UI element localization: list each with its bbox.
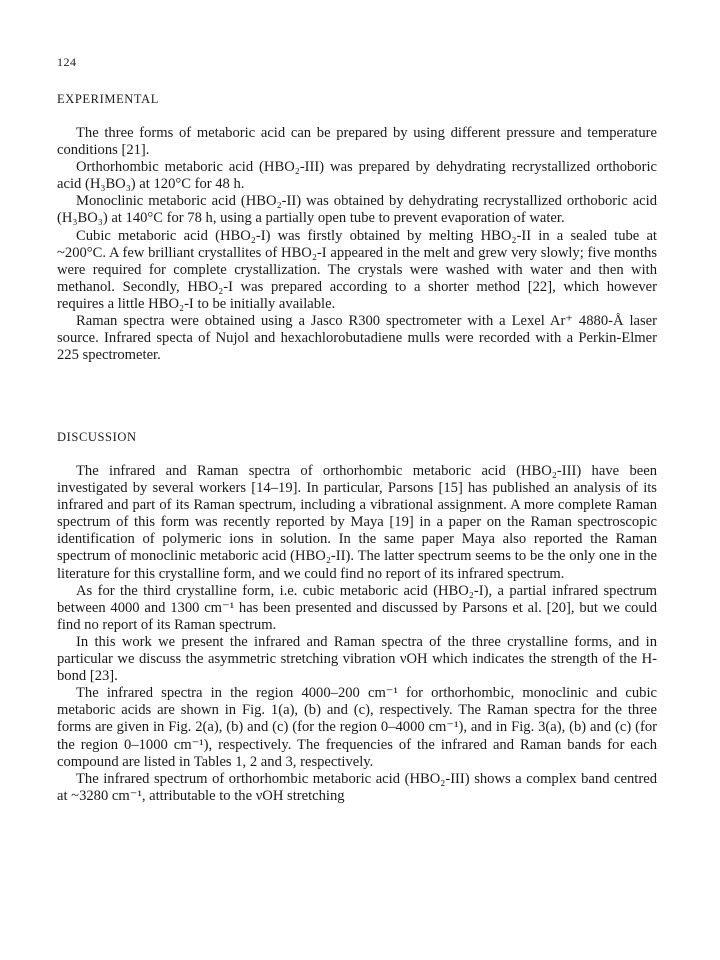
paragraph: Orthorhombic metaboric acid (HBO₂-III) was prepared by dehydrating recrystallized orthoboric acid (H₃BO₃) at 120°C for 48 h. — [57, 159, 657, 193]
paragraph: In this work we present the infrared and Raman spectra of the three crystalline forms, and in particular we discuss the asymmetric stretching vibration νOH which indicates the strength of the H-bond [23]. — [57, 633, 657, 685]
page-number: 124 — [57, 55, 77, 69]
discussion-section — [57, 463, 657, 805]
paragraph: The infrared and Raman spectra of orthorhombic metaboric acid (HBO₂-III) have been investigated by several workers [14–19]. In particular, Parsons [15] has published an analysis of its infrared and part of its Raman spectrum, including a vibrational assignment. A more complete Raman spectrum of this form was recently reported by Maya [19] in a paper on the Raman spectroscopic identification of polymeric ions in solution. In the same paper Maya also reported the Raman spectrum of monoclinic metaboric acid (HBO₂-II). The latter spectrum seems to be the only one in the literature for this crystalline form, and we could find no report of its infrared spectrum. — [57, 463, 657, 582]
section-heading-discussion: DISCUSSION — [57, 430, 137, 444]
paragraph: Monoclinic metaboric acid (HBO₂-II) was obtained by dehydrating recrystallized orthoboric acid (H₃BO₃) at 140°C for 78 h, using a partially open tube to prevent evaporation of water. — [57, 193, 657, 227]
paragraph: The infrared spectra in the region 4000–200 cm⁻¹ for orthorhombic, monoclinic and cubic metaboric acids are shown in Fig. 1(a), (b) and (c), respectively. The Raman spectra for the three forms are given in Fig. 2(a), (b) and (c) (for the region 0–4000 cm⁻¹), and in Fig. 3(a), (b) and (c) (for the region 0–1000 cm⁻¹), respectively. The frequencies of the infrared and Raman bands for each compound are listed in Tables 1, 2 and 3, respectively. — [57, 685, 657, 770]
experimental-section — [57, 125, 657, 364]
paragraph: As for the third crystalline form, i.e. cubic metaboric acid (HBO₂-I), a partial infrared spectrum between 4000 and 1300 cm⁻¹ has been presented and discussed by Parsons et al. [20], but we could find no report of its Raman spectrum. — [57, 582, 657, 633]
section-heading-experimental: EXPERIMENTAL — [57, 92, 160, 106]
paragraph: Raman spectra were obtained using a Jasco R300 spectrometer with a Lexel Ar⁺ 4880-Å laser source. Infrared specta of Nujol and hexachlorobutadiene mulls were recorded with a Perkin-Elmer 225 spectrometer. — [57, 313, 657, 364]
paragraph: The infrared spectrum of orthorhombic metaboric acid (HBO₂-III) shows a complex band centred at ~3280 cm⁻¹, attributable to the νOH stretching — [57, 770, 657, 804]
paragraph: Cubic metaboric acid (HBO₂-I) was firstly obtained by melting HBO₂-II in a sealed tube at ~200°C. A few brilliant crystallites of HBO₂-I appeared in the melt and grew very slowly; five months were required for complete crystallization. The crystals were washed with water and then with methanol. Secondly, HBO₂-I was prepared according to a shorter method [22], which however requires a little HBO₂-I to be initially available. — [57, 227, 657, 312]
paragraph: The three forms of metaboric acid can be prepared by using different pressure and temperature conditions [21]. — [57, 125, 657, 159]
